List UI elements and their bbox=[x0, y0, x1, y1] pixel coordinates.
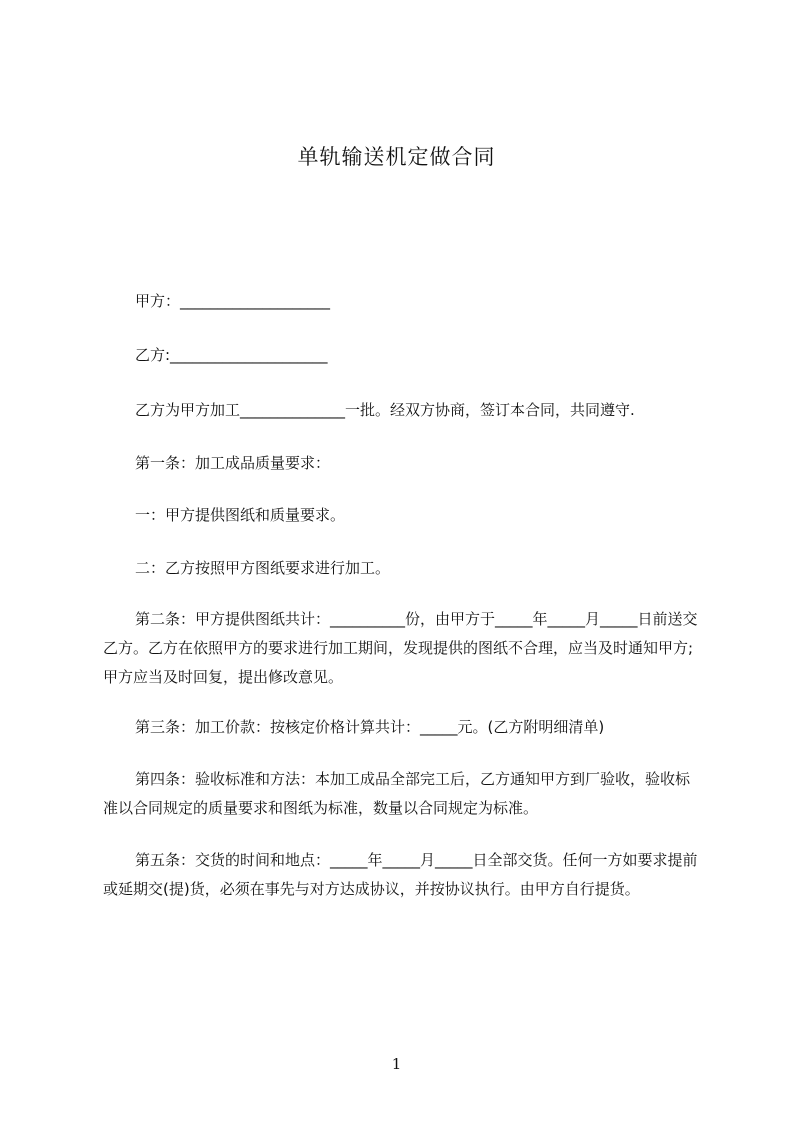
article-3-paragraph: 第三条：加工价款：按核定价格计算共计：_____元。(乙方附明细清单) bbox=[135, 718, 605, 736]
party-a-line: 甲方：____________________ bbox=[135, 292, 331, 310]
contract-title: 单轨输送机定做合同 bbox=[297, 145, 496, 169]
page-number: 1 bbox=[391, 1055, 402, 1073]
intro-paragraph: 乙方为甲方加工______________一批。经双方协商，签订本合同，共同遵守. bbox=[135, 401, 635, 419]
article-1-heading: 第一条：加工成品质量要求： bbox=[135, 454, 331, 472]
party-b-line: 乙方:_____________________ bbox=[135, 346, 328, 364]
article-1-item-1: 一：甲方提供图纸和质量要求。 bbox=[135, 506, 346, 524]
article-1-item-2: 二：乙方按照甲方图纸要求进行加工。 bbox=[135, 559, 391, 577]
article-2-paragraph: 第二条：甲方提供图纸共计：__________份，由甲方于_____年_____月_____日前送交乙方。乙方在依照甲方的要求进行加工期间，发现提供的图纸不合理，应当及时通知甲方;甲方应当及时回复，提出修改意见。 bbox=[103, 610, 698, 686]
article-5-paragraph: 第五条：交货的时间和地点：_____年_____月_____日全部交货。任何一方如要求提前或延期交(提)货，必须在事先与对方达成协议，并按协议执行。由甲方自行提货。 bbox=[103, 851, 698, 898]
article-4-paragraph: 第四条：验收标准和方法：本加工成品全部完工后，乙方通知甲方到厂验收，验收标准以合同规定的质量要求和图纸为标准，数量以合同规定为标准。 bbox=[103, 770, 691, 817]
